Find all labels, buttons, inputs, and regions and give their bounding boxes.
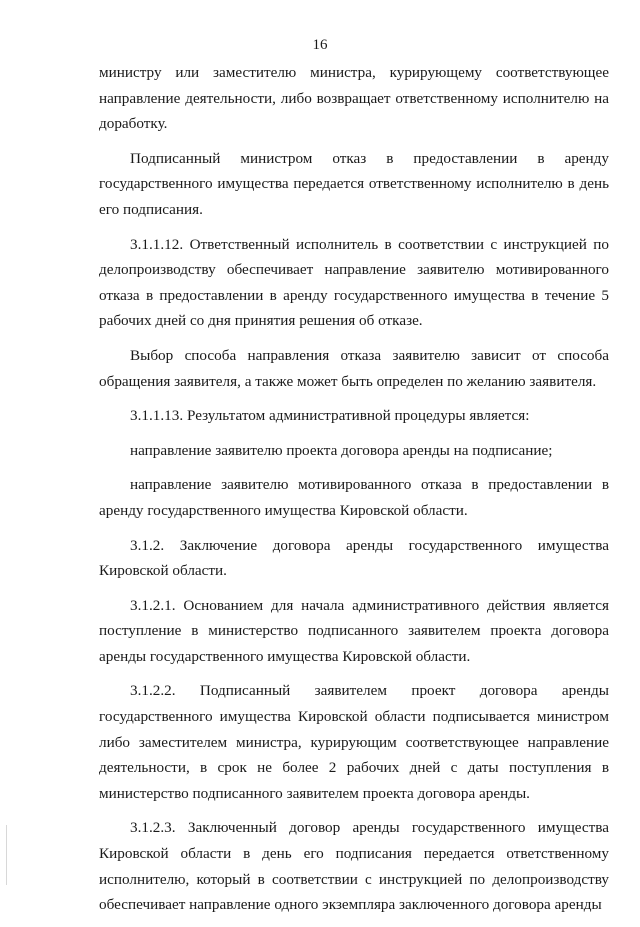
- scan-edge-mark: [6, 825, 7, 885]
- paragraph-3-1-2-2: 3.1.2.2. Подписанный заявителем проект договора аренды государственного имущества Кировской области подписывается министром либо заместителем министра, курирующим соответствующее направление деятельности, в срок не более 2 рабочих дней с даты поступления в министерство подписанного заявителем проекта договора аренды.: [99, 682, 609, 802]
- paragraph-result-refusal: направление заявителю мотивированного отказа в предоставлении в аренду государственного имущества Кировской области.: [99, 476, 609, 519]
- paragraph-result-draft: направление заявителю проекта договора аренды на подписание;: [130, 441, 553, 459]
- paragraph-3-1-2: 3.1.2. Заключение договора аренды государственного имущества Кировской области.: [99, 536, 609, 580]
- paragraph-continuation: министру или заместителю министра, курирующему соответствующее направление деятельности, либо возвращает ответственному исполнителю на доработку.: [99, 64, 609, 133]
- paragraph-3-1-2-1: 3.1.2.1. Основанием для начала административного действия является поступление в министерство подписанного заявителем проекта договора аренды государственного имущества Кировской области.: [99, 596, 609, 665]
- document-body: [99, 60, 609, 927]
- paragraph-3-1-1-12: 3.1.1.12. Ответственный исполнитель в соответствии с инструкцией по делопроизводству обеспечивает направление заявителю мотивированного отказа в предоставлении в аренду государственного имущества в течение 5 рабочих дней со дня принятия решения об отказе.: [99, 235, 609, 330]
- paragraph-3-1-1-13: 3.1.1.13. Результатом административной процедуры является:: [130, 407, 530, 425]
- paragraph-refusal-method: Выбор способа направления отказа заявителю зависит от способа обращения заявителя, а также может быть определен по желанию заявителя.: [99, 346, 609, 390]
- paragraph-signed-refusal: Подписанный министром отказ в предоставлении в аренду государственного имущества передается ответственному исполнителю в день его подписания.: [99, 149, 609, 218]
- paragraph-3-1-2-3: 3.1.2.3. Заключенный договор аренды государственного имущества Кировской области в день его подписания передается ответственному исполнителю, который в соответствии с инструкцией по делопроизводству обеспечивает направление одного экземпляра заключенного договора аренды: [99, 819, 609, 914]
- page-number: 16: [312, 37, 328, 53]
